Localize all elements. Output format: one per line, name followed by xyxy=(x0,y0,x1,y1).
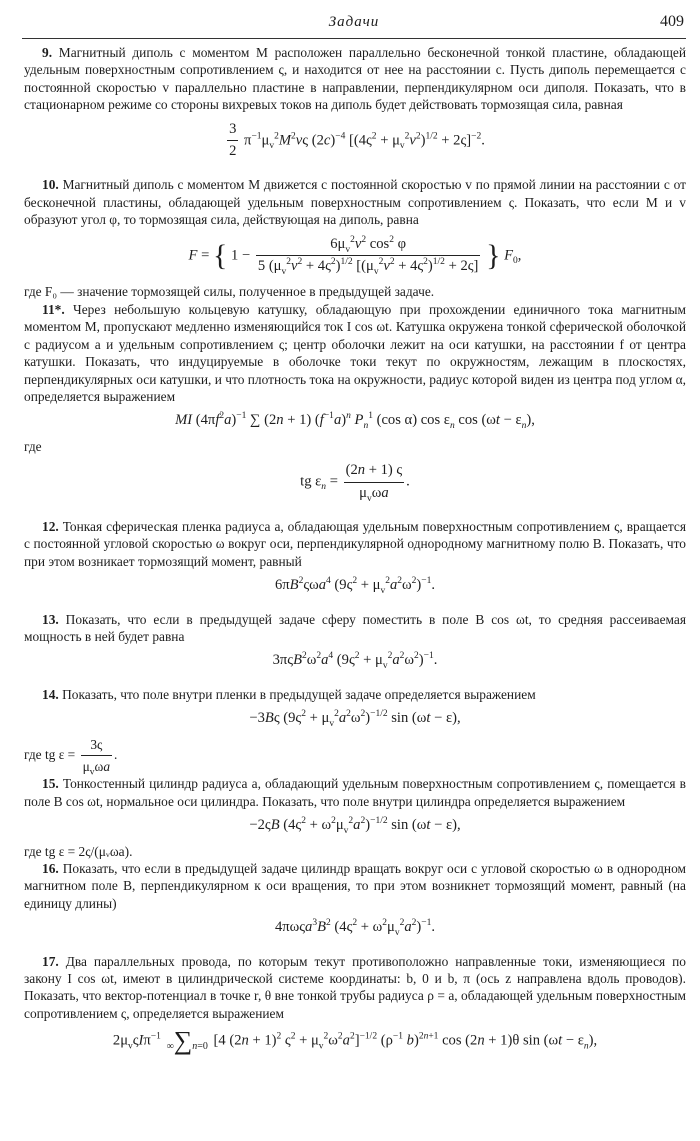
problem-number: 17. xyxy=(42,953,59,969)
problem-number: 11*. xyxy=(42,301,65,317)
problem-text: Тонкостенный цилиндр радиуса a, обладающий удельным поверхностным сопротивлением ς, помещается в поле B cos ωt, нормальное оси цилиндра. Показать, что поле внутри цилиндра определяется выражением xyxy=(24,776,686,809)
equation-13: $3\pi\varsigma B^2\omega^2a^4$ $(9\varsigma^2 + \mu_v^2a^2\omega^2)^{-1}$. xyxy=(272,651,438,672)
problem-text: Показать, что если в предыдущей задаче сферу поместить в поле B cos ωt, то средняя рассеиваемая мощность в ней будет равна xyxy=(24,611,686,644)
page-body xyxy=(24,44,686,1061)
problem-10 xyxy=(24,176,686,228)
page-header xyxy=(22,8,686,39)
problem-17 xyxy=(24,953,686,1023)
problem-11-where: где xyxy=(24,438,42,454)
problem-10-after: где F₀ — значение тормозящей силы, полученное в предыдущей задаче. xyxy=(24,284,435,300)
problem-number: 13. xyxy=(42,611,59,627)
problem-number: 10. xyxy=(42,177,59,193)
equation-11b: tg $\varepsilon_n$ = $\frac{(2n + 1) \varsigma}{\mu_v\omega a}$ . xyxy=(300,462,410,504)
problem-text: Показать, что поле внутри пленки в предыдущей задаче определяется выражением xyxy=(62,686,536,702)
equation-12: $6\pi B^2\varsigma\omega a^4$ $(9\varsigma^2 + \mu_v^2a^2\omega^2)^{-1}$. xyxy=(274,576,436,597)
problem-number: 14. xyxy=(42,686,59,702)
problem-number: 15. xyxy=(42,776,59,792)
problem-14-where: где tg ε = $\frac{3\varsigma}{\mu_v\omega a}$ . xyxy=(24,736,118,778)
problem-text: Два параллельных провода, по которым текут противоположно направленные токи, изменяющиеся по закону I cos ωt, имеют в цилиндрической системе координаты: b, 0 и b, π (ось z направлена вдоль проводов). Показать, что вектор-потенциал в точке r, θ вне тонкой трубы радиуса ρ = a, обладающей удельным поверхностным сопротивлением ς, определяется выражением xyxy=(24,953,686,1021)
running-title: Задачи xyxy=(328,14,380,30)
problem-14 xyxy=(24,686,686,703)
equation-9: $\frac{3}{2}$ $\pi^{-1}\mu_v^2M^2v\varsigma$ $(2c)^{-4}$ $[(4\varsigma^2 + \mu_v^2v^2)^{1/2} + 2\varsigma]^{-2}$. xyxy=(229,120,485,160)
problem-13 xyxy=(24,611,686,646)
problem-text: Тонкая сферическая пленка радиуса a, обладающая удельным поверхностным сопротивлением ς, вращается с постоянной угловой скоростью ω вокруг оси, перпендикулярной однородному магнитному полю B. Показать, что при этом возникает тормозящий момент, равный xyxy=(24,518,686,569)
problem-number: 12. xyxy=(42,518,59,534)
page-number: 409 xyxy=(660,13,684,30)
problem-text: Показать, что если в предыдущей задаче цилиндр вращать вокруг оси с угловой скоростью ω в однородном магнитном поле B, перпендикулярном к оси вращения, то при этом возникнет тормозящий момент, равный (на единицу длины) xyxy=(24,861,686,911)
problem-16 xyxy=(24,860,686,912)
equation-11a: MI $(4\pi f^2a)^{-1}$ ∑ (2n + 1) $(f^{-1}a)^n$ $P_n^1$ (cos α) $\cos \varepsilon_n$ $\cos (\omega t - \varepsilon_n)$, xyxy=(175,411,535,432)
problem-12 xyxy=(24,518,686,570)
problem-text: Через небольшую кольцевую катушку, обладающую при прохождении единичного тока магнитным моментом M, пропускают медленно изменяющийся ток I cos ωt. Катушка окружена тонкой сферической оболочкой с радиусом a и удельным сопротивлением ς; центр оболочки лежит на оси катушки, на расстоянии f от центра катушки. Показать, что индуцируемые в оболочке токи текут по окружностям, лежащим в плоскостях, перпендикулярных оси катушки, и что плотность тока на окружности, радиус которой виден из центра под углом α, определяется выражением xyxy=(24,301,686,404)
equation-15: −2ςB $(4\varsigma^2 + \omega^2\mu_v^2a^2)^{-1/2}$ sin (ωt − ε), xyxy=(249,816,461,837)
problem-15-where: где tg ε = 2ς/(μᵥωa). xyxy=(24,843,133,859)
problem-number: 9. xyxy=(42,45,53,60)
equation-16: $4\pi\omega\varsigma a^3B^2$ $(4\varsigma^2 + \omega^2\mu_v^2a^2)^{-1}$. xyxy=(274,918,436,939)
problem-text: Магнитный диполь с моментом M движется с постоянной скоростью v по прямой линии на расстоянии c от бесконечной пластины, обладающей удельным поверхностным сопротивлением ς. Показать, что если M и v образуют угол φ, то тормозящая сила, действующая на диполь, равна xyxy=(24,177,686,228)
problem-11 xyxy=(24,301,686,405)
equation-10: F = { 1 − $\frac{6\mu_v^2v^2 \cos^2 \varphi}{5 (\mu_v^2v^2 + 4\varsigma^2)^{1/2} [(\mu_v^2v^2 + 4\varsigma^2)^{1/2} + 2\varsigma]}$ } $F_0$, xyxy=(188,234,522,277)
equation-17: $2\mu_v\varsigma I\pi^{-1}$ ∞∑n=0 [4 $(2n + 1)^2$ $\varsigma^2 + \mu_v^2\omega^2a^2]^{-1/2}$ ($\rho^{-1}$ b)$^{2n+1}$ cos (2n + 1)θ $\sin (\omega t - \varepsilon_n)$, xyxy=(112,1026,598,1056)
problem-9 xyxy=(24,44,686,114)
problem-text: Магнитный диполь с моментом M расположен параллельно бесконечной тонкой пластине, обладающей удельным поверхностным сопротивлением ς, и находится от нее на расстоянии c. Пусть диполь перемещается с постоянной скоростью v параллельно пластине в направлении, перпендикулярном оси диполя. Показать, что в стационарном режиме со стороны вихревых токов на диполь будет действовать тормозящая сила, равная xyxy=(24,45,686,113)
problem-number: 16. xyxy=(42,861,59,877)
equation-14: −3Bς $(9\varsigma^2 + \mu_v^2a^2\omega^2)^{-1/2}$ sin (ωt − ε), xyxy=(249,709,461,730)
problem-15 xyxy=(24,775,686,810)
